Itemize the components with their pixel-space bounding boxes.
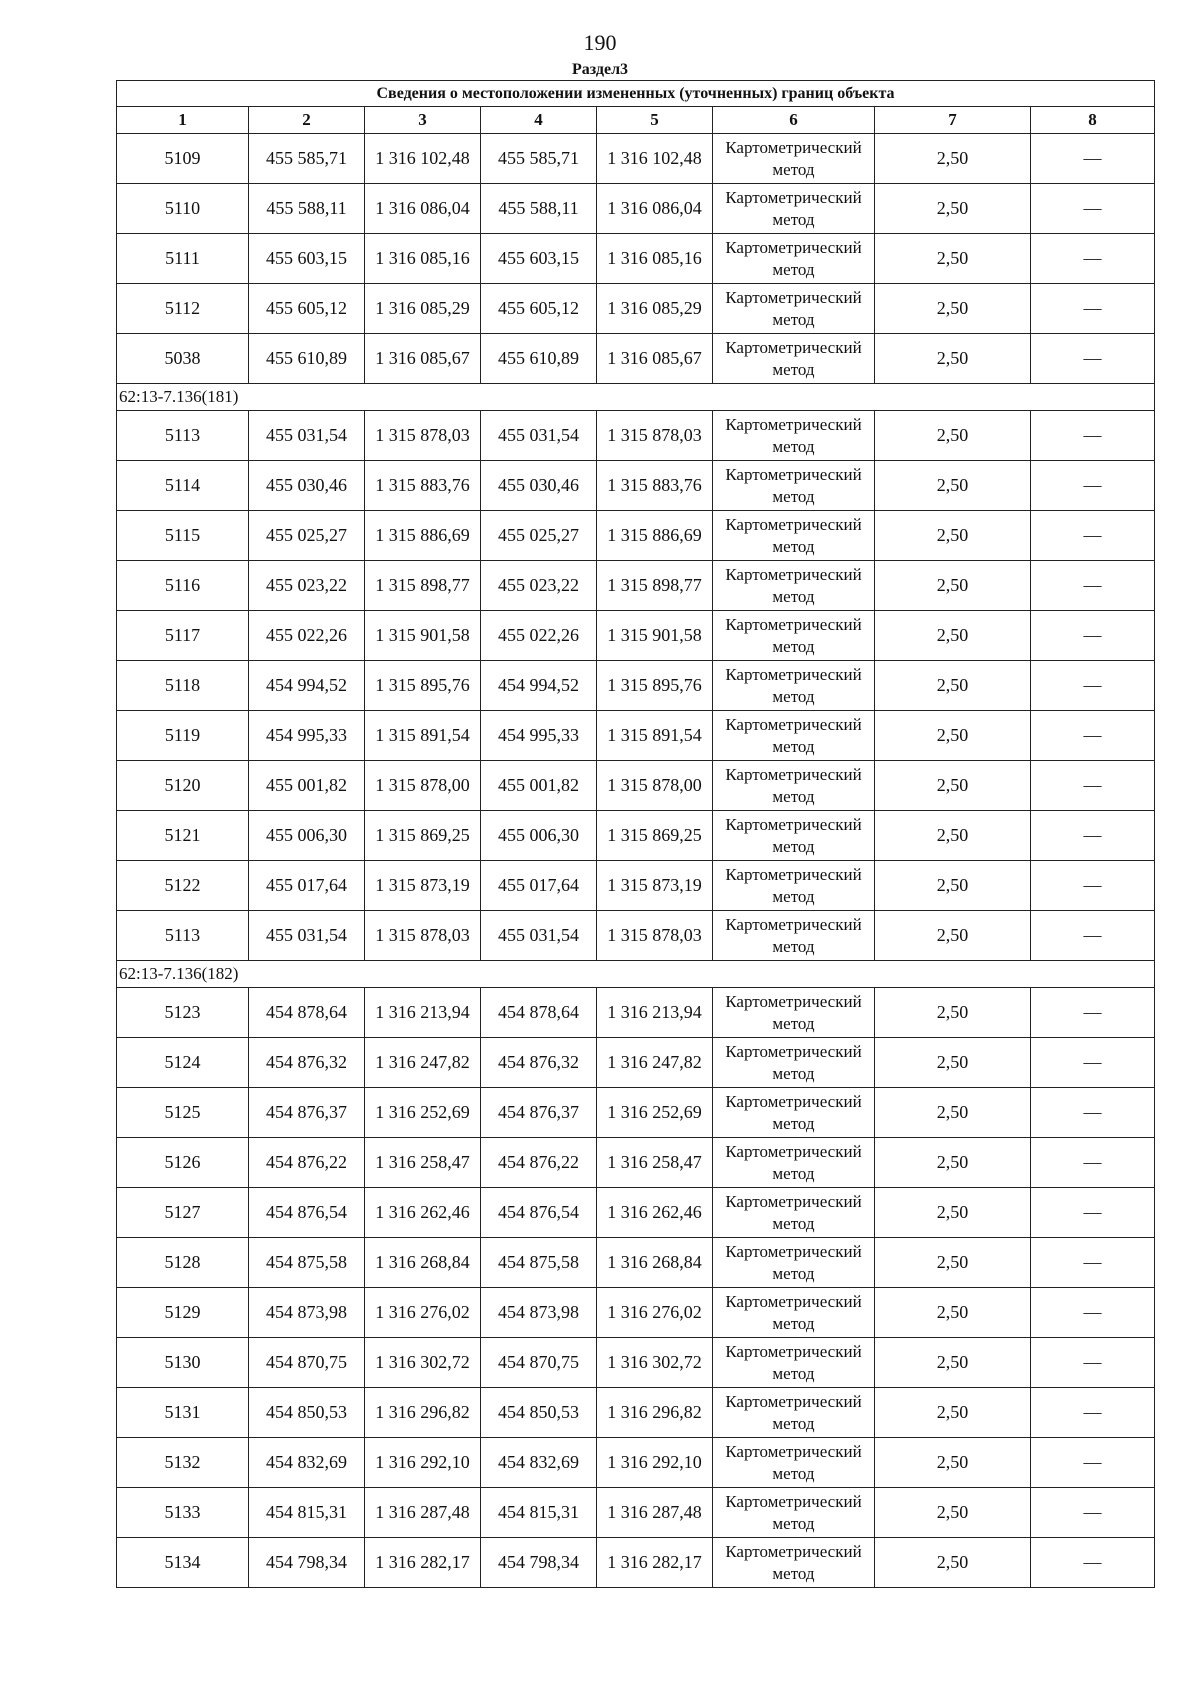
new-y-cell: 1 315 901,58 [597,611,713,661]
existing-y-cell: 1 315 878,03 [365,911,481,961]
new-x-cell: 454 995,33 [481,711,597,761]
accuracy-cell: 2,50 [875,334,1031,384]
point-number-cell: 5118 [117,661,249,711]
table-row [117,1138,1155,1188]
table-row [117,661,1155,711]
point-number-cell: 5113 [117,411,249,461]
existing-y-cell: 1 316 292,10 [365,1438,481,1488]
table-row [117,234,1155,284]
accuracy-cell: 2,50 [875,811,1031,861]
existing-y-cell: 1 315 873,19 [365,861,481,911]
existing-y-cell: 1 315 883,76 [365,461,481,511]
existing-x-cell: 455 025,27 [249,511,365,561]
method-cell: Картометрический метод [713,234,875,284]
accuracy-cell: 2,50 [875,1538,1031,1588]
description-cell: — [1031,1438,1155,1488]
existing-x-cell: 455 006,30 [249,811,365,861]
point-number-cell: 5123 [117,988,249,1038]
table-row [117,411,1155,461]
point-number-cell: 5127 [117,1188,249,1238]
accuracy-cell: 2,50 [875,1038,1031,1088]
column-number-4: 4 [481,107,597,134]
table-row [117,1088,1155,1138]
point-number-cell: 5120 [117,761,249,811]
point-number-cell: 5119 [117,711,249,761]
method-cell: Картометрический метод [713,1438,875,1488]
existing-x-cell: 454 994,52 [249,661,365,711]
method-cell: Картометрический метод [713,761,875,811]
new-y-cell: 1 316 282,17 [597,1538,713,1588]
method-cell: Картометрический метод [713,711,875,761]
method-cell: Картометрический метод [713,1538,875,1588]
point-number-cell: 5124 [117,1038,249,1088]
description-cell: — [1031,334,1155,384]
accuracy-cell: 2,50 [875,1388,1031,1438]
new-y-cell: 1 315 878,03 [597,411,713,461]
new-y-cell: 1 315 869,25 [597,811,713,861]
table-row [117,1438,1155,1488]
existing-x-cell: 455 588,11 [249,184,365,234]
description-cell: — [1031,1288,1155,1338]
new-x-cell: 454 876,32 [481,1038,597,1088]
group-label: 62:13-7.136(182) [117,961,1155,988]
point-number-cell: 5117 [117,611,249,661]
accuracy-cell: 2,50 [875,1338,1031,1388]
new-x-cell: 455 585,71 [481,134,597,184]
existing-x-cell: 455 001,82 [249,761,365,811]
new-y-cell: 1 316 247,82 [597,1038,713,1088]
point-number-cell: 5133 [117,1488,249,1538]
existing-y-cell: 1 316 268,84 [365,1238,481,1288]
method-cell: Картометрический метод [713,811,875,861]
existing-y-cell: 1 316 282,17 [365,1538,481,1588]
table-row [117,988,1155,1038]
existing-y-cell: 1 316 287,48 [365,1488,481,1538]
new-x-cell: 455 603,15 [481,234,597,284]
description-cell: — [1031,284,1155,334]
existing-y-cell: 1 316 213,94 [365,988,481,1038]
existing-x-cell: 454 876,22 [249,1138,365,1188]
existing-y-cell: 1 315 901,58 [365,611,481,661]
accuracy-cell: 2,50 [875,988,1031,1038]
new-x-cell: 455 001,82 [481,761,597,811]
point-number-cell: 5113 [117,911,249,961]
point-number-cell: 5114 [117,461,249,511]
existing-x-cell: 454 873,98 [249,1288,365,1338]
existing-y-cell: 1 315 891,54 [365,711,481,761]
existing-x-cell: 454 815,31 [249,1488,365,1538]
accuracy-cell: 2,50 [875,1288,1031,1338]
new-y-cell: 1 315 873,19 [597,861,713,911]
existing-y-cell: 1 315 878,00 [365,761,481,811]
new-x-cell: 454 798,34 [481,1538,597,1588]
existing-y-cell: 1 316 258,47 [365,1138,481,1188]
method-cell: Картометрический метод [713,1338,875,1388]
method-cell: Картометрический метод [713,284,875,334]
existing-y-cell: 1 316 247,82 [365,1038,481,1088]
table-row [117,911,1155,961]
accuracy-cell: 2,50 [875,611,1031,661]
group-header-row [117,961,1155,988]
description-cell: — [1031,1388,1155,1438]
new-x-cell: 455 610,89 [481,334,597,384]
method-cell: Картометрический метод [713,184,875,234]
description-cell: — [1031,761,1155,811]
method-cell: Картометрический метод [713,1488,875,1538]
description-cell: — [1031,511,1155,561]
method-cell: Картометрический метод [713,1288,875,1338]
new-y-cell: 1 316 102,48 [597,134,713,184]
existing-y-cell: 1 316 252,69 [365,1088,481,1138]
accuracy-cell: 2,50 [875,711,1031,761]
accuracy-cell: 2,50 [875,1188,1031,1238]
description-cell: — [1031,1338,1155,1388]
table-row [117,1538,1155,1588]
page-number: 190 [583,30,617,55]
existing-x-cell: 454 875,58 [249,1238,365,1288]
method-cell: Картометрический метод [713,661,875,711]
description-cell: — [1031,1238,1155,1288]
existing-y-cell: 1 316 086,04 [365,184,481,234]
accuracy-cell: 2,50 [875,1438,1031,1488]
new-x-cell: 454 850,53 [481,1388,597,1438]
point-number-cell: 5038 [117,334,249,384]
column-number-1: 1 [117,107,249,134]
existing-y-cell: 1 316 262,46 [365,1188,481,1238]
method-cell: Картометрический метод [713,1038,875,1088]
table-row [117,511,1155,561]
new-x-cell: 455 588,11 [481,184,597,234]
new-y-cell: 1 316 302,72 [597,1338,713,1388]
description-cell: — [1031,411,1155,461]
existing-y-cell: 1 315 869,25 [365,811,481,861]
table-row [117,1038,1155,1088]
point-number-cell: 5131 [117,1388,249,1438]
section-title: Раздел3 [571,61,629,78]
method-cell: Картометрический метод [713,1138,875,1188]
table-row [117,334,1155,384]
point-number-cell: 5115 [117,511,249,561]
existing-y-cell: 1 315 898,77 [365,561,481,611]
new-x-cell: 454 876,54 [481,1188,597,1238]
existing-y-cell: 1 316 276,02 [365,1288,481,1338]
existing-y-cell: 1 315 895,76 [365,661,481,711]
accuracy-cell: 2,50 [875,284,1031,334]
description-cell: — [1031,911,1155,961]
new-y-cell: 1 316 296,82 [597,1388,713,1438]
existing-x-cell: 455 022,26 [249,611,365,661]
method-cell: Картометрический метод [713,411,875,461]
existing-y-cell: 1 315 878,03 [365,411,481,461]
table-row [117,711,1155,761]
existing-x-cell: 455 031,54 [249,911,365,961]
method-cell: Картометрический метод [713,988,875,1038]
new-y-cell: 1 316 268,84 [597,1238,713,1288]
table-row [117,461,1155,511]
group-header-row [117,384,1155,411]
accuracy-cell: 2,50 [875,234,1031,284]
new-y-cell: 1 316 258,47 [597,1138,713,1188]
new-y-cell: 1 316 287,48 [597,1488,713,1538]
new-x-cell: 455 025,27 [481,511,597,561]
new-x-cell: 455 017,64 [481,861,597,911]
existing-x-cell: 454 876,32 [249,1038,365,1088]
existing-x-cell: 454 878,64 [249,988,365,1038]
new-y-cell: 1 315 878,00 [597,761,713,811]
existing-x-cell: 455 585,71 [249,134,365,184]
existing-x-cell: 455 603,15 [249,234,365,284]
table-row [117,611,1155,661]
existing-y-cell: 1 316 302,72 [365,1338,481,1388]
accuracy-cell: 2,50 [875,1488,1031,1538]
description-cell: — [1031,711,1155,761]
new-y-cell: 1 316 292,10 [597,1438,713,1488]
new-y-cell: 1 316 086,04 [597,184,713,234]
existing-y-cell: 1 316 085,67 [365,334,481,384]
method-cell: Картометрический метод [713,561,875,611]
description-cell: — [1031,611,1155,661]
existing-x-cell: 455 023,22 [249,561,365,611]
table-row [117,1338,1155,1388]
table-row [117,184,1155,234]
table-row [117,1388,1155,1438]
description-cell: — [1031,661,1155,711]
existing-y-cell: 1 316 085,29 [365,284,481,334]
method-cell: Картометрический метод [713,861,875,911]
new-x-cell: 455 031,54 [481,911,597,961]
new-y-cell: 1 316 276,02 [597,1288,713,1338]
new-x-cell: 454 876,22 [481,1138,597,1188]
accuracy-cell: 2,50 [875,461,1031,511]
table-row [117,561,1155,611]
table-row [117,761,1155,811]
new-x-cell: 454 878,64 [481,988,597,1038]
accuracy-cell: 2,50 [875,861,1031,911]
column-number-7: 7 [875,107,1031,134]
new-x-cell: 455 006,30 [481,811,597,861]
accuracy-cell: 2,50 [875,911,1031,961]
description-cell: — [1031,1088,1155,1138]
point-number-cell: 5121 [117,811,249,861]
table-body [117,134,1155,1588]
new-x-cell: 455 023,22 [481,561,597,611]
description-cell: — [1031,1038,1155,1088]
table-caption: Сведения о местоположении измененных (уточненных) границ объекта [117,81,1155,107]
new-x-cell: 454 832,69 [481,1438,597,1488]
description-cell: — [1031,561,1155,611]
description-cell: — [1031,1538,1155,1588]
existing-x-cell: 454 870,75 [249,1338,365,1388]
description-cell: — [1031,861,1155,911]
description-cell: — [1031,234,1155,284]
method-cell: Картометрический метод [713,461,875,511]
description-cell: — [1031,184,1155,234]
new-y-cell: 1 316 085,67 [597,334,713,384]
point-number-cell: 5130 [117,1338,249,1388]
point-number-cell: 5134 [117,1538,249,1588]
column-number-6: 6 [713,107,875,134]
existing-x-cell: 454 876,37 [249,1088,365,1138]
accuracy-cell: 2,50 [875,511,1031,561]
existing-y-cell: 1 316 102,48 [365,134,481,184]
new-x-cell: 454 870,75 [481,1338,597,1388]
existing-x-cell: 455 031,54 [249,411,365,461]
table-row [117,861,1155,911]
existing-x-cell: 454 832,69 [249,1438,365,1488]
method-cell: Картометрический метод [713,611,875,661]
accuracy-cell: 2,50 [875,411,1031,461]
method-cell: Картометрический метод [713,134,875,184]
method-cell: Картометрический метод [713,1388,875,1438]
new-y-cell: 1 316 085,16 [597,234,713,284]
method-cell: Картометрический метод [713,1188,875,1238]
description-cell: — [1031,461,1155,511]
group-label: 62:13-7.136(181) [117,384,1155,411]
table-row [117,284,1155,334]
new-x-cell: 455 031,54 [481,411,597,461]
new-x-cell: 454 873,98 [481,1288,597,1338]
point-number-cell: 5126 [117,1138,249,1188]
description-cell: — [1031,1488,1155,1538]
coordinates-table [116,80,1155,1588]
table-row [117,1188,1155,1238]
new-y-cell: 1 315 886,69 [597,511,713,561]
point-number-cell: 5129 [117,1288,249,1338]
point-number-cell: 5125 [117,1088,249,1138]
point-number-cell: 5110 [117,184,249,234]
new-y-cell: 1 316 262,46 [597,1188,713,1238]
existing-x-cell: 454 876,54 [249,1188,365,1238]
existing-x-cell: 455 610,89 [249,334,365,384]
new-y-cell: 1 315 898,77 [597,561,713,611]
accuracy-cell: 2,50 [875,561,1031,611]
accuracy-cell: 2,50 [875,184,1031,234]
table-row [117,1288,1155,1338]
column-number-3: 3 [365,107,481,134]
existing-x-cell: 455 017,64 [249,861,365,911]
new-y-cell: 1 315 891,54 [597,711,713,761]
point-number-cell: 5128 [117,1238,249,1288]
accuracy-cell: 2,50 [875,1238,1031,1288]
description-cell: — [1031,988,1155,1038]
point-number-cell: 5109 [117,134,249,184]
method-cell: Картометрический метод [713,1088,875,1138]
description-cell: — [1031,1188,1155,1238]
existing-x-cell: 454 798,34 [249,1538,365,1588]
method-cell: Картометрический метод [713,1238,875,1288]
point-number-cell: 5116 [117,561,249,611]
column-number-8: 8 [1031,107,1155,134]
column-number-2: 2 [249,107,365,134]
method-cell: Картометрический метод [713,511,875,561]
existing-x-cell: 455 605,12 [249,284,365,334]
existing-y-cell: 1 316 296,82 [365,1388,481,1438]
new-x-cell: 454 876,37 [481,1088,597,1138]
method-cell: Картометрический метод [713,911,875,961]
point-number-cell: 5122 [117,861,249,911]
new-x-cell: 455 022,26 [481,611,597,661]
table-row [117,811,1155,861]
accuracy-cell: 2,50 [875,661,1031,711]
existing-y-cell: 1 316 085,16 [365,234,481,284]
new-y-cell: 1 315 878,03 [597,911,713,961]
new-x-cell: 454 994,52 [481,661,597,711]
table-row [117,1488,1155,1538]
new-y-cell: 1 316 213,94 [597,988,713,1038]
new-x-cell: 454 815,31 [481,1488,597,1538]
existing-y-cell: 1 315 886,69 [365,511,481,561]
accuracy-cell: 2,50 [875,134,1031,184]
existing-x-cell: 454 850,53 [249,1388,365,1438]
point-number-cell: 5111 [117,234,249,284]
new-x-cell: 455 030,46 [481,461,597,511]
accuracy-cell: 2,50 [875,761,1031,811]
accuracy-cell: 2,50 [875,1138,1031,1188]
accuracy-cell: 2,50 [875,1088,1031,1138]
table-row [117,134,1155,184]
point-number-cell: 5132 [117,1438,249,1488]
point-number-cell: 5112 [117,284,249,334]
new-y-cell: 1 315 883,76 [597,461,713,511]
column-number-5: 5 [597,107,713,134]
description-cell: — [1031,811,1155,861]
description-cell: — [1031,1138,1155,1188]
existing-x-cell: 455 030,46 [249,461,365,511]
table-row [117,1238,1155,1288]
new-y-cell: 1 315 895,76 [597,661,713,711]
new-y-cell: 1 316 085,29 [597,284,713,334]
description-cell: — [1031,134,1155,184]
new-x-cell: 454 875,58 [481,1238,597,1288]
new-x-cell: 455 605,12 [481,284,597,334]
method-cell: Картометрический метод [713,334,875,384]
existing-x-cell: 454 995,33 [249,711,365,761]
new-y-cell: 1 316 252,69 [597,1088,713,1138]
column-number-row [117,107,1155,134]
